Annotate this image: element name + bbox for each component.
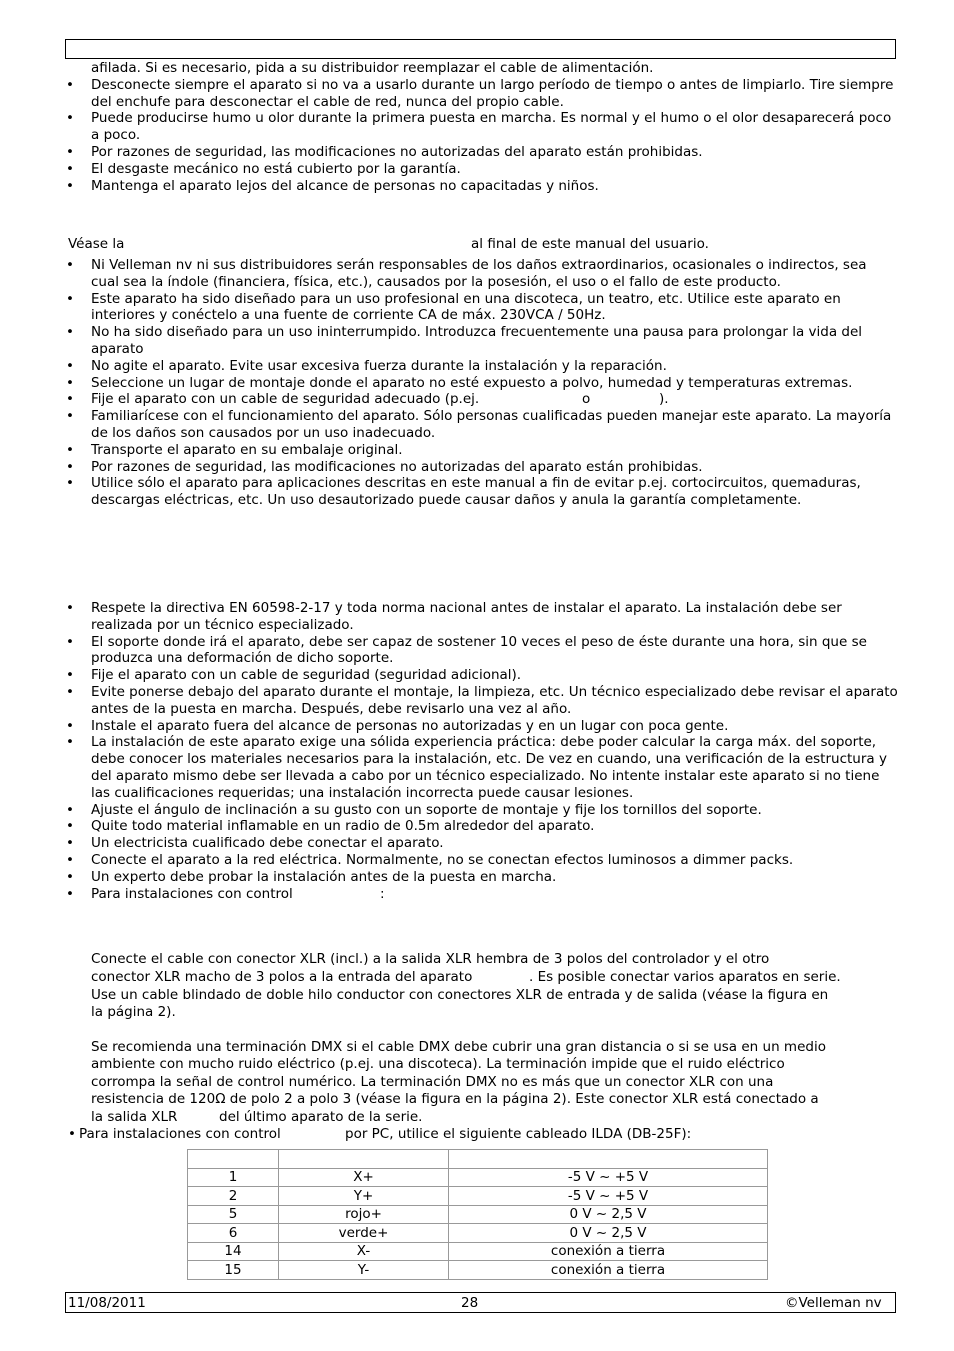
list-item: • Un experto debe probar la instalación antes de la puesta en marcha. (0, 869, 954, 886)
footer-date: 11/08/2011 (68, 1295, 146, 1311)
footer-page-number: 28 (461, 1295, 479, 1311)
list-item: • Instale el aparato fuera del alcance de personas no autorizadas y en un lugar con poca gente. (0, 718, 954, 735)
termination-paragraph-line: ambiente con mucho ruido eléctrico (p.ej. una discoteca). La terminación impide que el ruido eléctrico (91, 1056, 785, 1072)
list-item: • Un electricista cualificado debe conectar el aparato. (0, 835, 954, 852)
list-item: • Desconecte siempre el aparato si no va a usarlo durante un largo período de tiempo o antes de limpiarlo. Tire siempre del enchufe para desconectar el cable de red, nunca del propio cable. (0, 77, 954, 111)
table-row (188, 1242, 768, 1261)
table-cell: 0 V ~ 2,5 V (449, 1224, 768, 1243)
list-continuation: afilada. Si es necesario, pida a su distribuidor reemplazar el cable de alimentación. (91, 60, 654, 76)
see-line-prefix: Véase la (68, 236, 125, 252)
table-cell: verde+ (279, 1224, 449, 1243)
table-cell: 5 (188, 1205, 279, 1224)
list-item: • No agite el aparato. Evite usar excesiva fuerza durante la instalación y la reparación. (0, 358, 954, 375)
list-item-control: • Para instalaciones con control : (0, 886, 954, 903)
termination-paragraph-line: Se recomienda una terminación DMX si el cable DMX debe cubrir una gran distancia o si se usa en un medio (91, 1039, 826, 1055)
list-item: • El soporte donde irá el aparato, debe ser capaz de sostener 10 veces el peso de éste durante una hora, sin que se produzca una deformación de dicho soporte. (0, 634, 954, 668)
table-row (188, 1261, 768, 1280)
installation-list (0, 600, 954, 902)
footer-brand: ©Velleman nv (785, 1295, 882, 1311)
header-box (65, 39, 896, 59)
list-item: • Ajuste el ángulo de inclinación a su gusto con un soporte de montaje y fije los tornillos del soporte. (0, 802, 954, 819)
list-item: • El desgaste mecánico no está cubierto por la garantía. (0, 161, 954, 178)
see-line-suffix: al final de este manual del usuario. (471, 236, 709, 252)
table-cell: 0 V ~ 2,5 V (449, 1205, 768, 1224)
termination-paragraph-line: del último aparato de la serie. (219, 1109, 423, 1125)
table-cell: -5 V ~ +5 V (449, 1187, 768, 1206)
table-header-cell (449, 1150, 768, 1169)
list-item: • Utilice sólo el aparato para aplicaciones descritas en este manual a fin de evitar p.ej. cortocircuitos, quemaduras, descargas eléctricas, etc. Un uso desautorizado puede causar daños y anula la garantía completamente. (0, 475, 954, 509)
table-cell: rojo+ (279, 1205, 449, 1224)
termination-paragraph-line: resistencia de 120Ω de polo 2 a polo 3 (véase la figura en la página 2). Este conector XLR está conectado a (91, 1091, 819, 1107)
table-header-cell (279, 1150, 449, 1169)
table-cell: 15 (188, 1261, 279, 1280)
dmx-paragraph-line: la página 2). (91, 1004, 176, 1020)
table-cell: conexión a tierra (449, 1261, 768, 1280)
table-cell: Y+ (279, 1187, 449, 1206)
table-row (188, 1205, 768, 1224)
table-header-cell (188, 1150, 279, 1169)
list-item: • La instalación de este aparato exige una sólida experiencia práctica: debe poder calcular la carga máx. del soporte, debe conocer los materiales necesarios para la instalación, etc. De vez en cuando, una verificación de la estructura y del aparato mismo debe ser llevada a cabo por un técnico especializado. No intente instalar este aparato si no tiene las cualificaciones requeridas; una instalación incorrecta puede causar lesiones. (0, 734, 954, 801)
termination-paragraph-line: corrompa la señal de control numérico. La terminación DMX no es más que un conector XLR con una (91, 1074, 774, 1090)
list-item: • Seleccione un lugar de montaje donde el aparato no esté expuesto a polvo, humedad y temperaturas extremas. (0, 375, 954, 392)
table-cell: -5 V ~ +5 V (449, 1168, 768, 1187)
table-row (188, 1224, 768, 1243)
termination-paragraph-line: la salida XLR (91, 1109, 178, 1125)
list-item: • Por razones de seguridad, las modificaciones no autorizadas del aparato están prohibidas. (0, 459, 954, 476)
list-item: • Fije el aparato con un cable de seguridad (seguridad adicional). (0, 667, 954, 684)
list-item: • Mantenga el aparato lejos del alcance de personas no capacitadas y niños. (0, 178, 954, 195)
table-cell: 2 (188, 1187, 279, 1206)
dmx-paragraph-line: Conecte el cable con conector XLR (incl.) a la salida XLR hembra de 3 polos del controlador y el otro (91, 951, 770, 967)
table-cell: 14 (188, 1242, 279, 1261)
ilda-wiring-table (187, 1149, 768, 1280)
top-list (0, 60, 954, 194)
table-cell: 1 (188, 1168, 279, 1187)
table-cell: Y- (279, 1261, 449, 1280)
dmx-paragraph-line: Use un cable blindado de doble hilo conductor con conectores XLR de entrada y de salida (véase la figura en (91, 987, 829, 1003)
table-cell: 6 (188, 1224, 279, 1243)
table-row (188, 1187, 768, 1206)
table-header-row (188, 1150, 768, 1169)
list-item: • Conecte el aparato a la red eléctrica. Normalmente, no se conectan efectos luminosos a dimmer packs. (0, 852, 954, 869)
table-cell: X- (279, 1242, 449, 1261)
pc-item-prefix: Para instalaciones con control (79, 1126, 281, 1142)
list-item: • Familiarícese con el funcionamiento del aparato. Sólo personas cualificadas pueden manejar este aparato. La mayoría de los daños son causados por un uso inadecuado. (0, 408, 954, 442)
list-item: • Respete la directiva EN 60598-2-17 y toda norma nacional antes de instalar el aparato. La instalación debe ser realizada por un técnico especializado. (0, 600, 954, 634)
list-item: • No ha sido diseñado para un uso ininterrumpido. Introduzca frecuentemente una pausa para prolongar la vida del aparato (0, 324, 954, 358)
dmx-paragraph-line: . Es posible conectar varios aparatos en serie. (529, 969, 841, 985)
list-item: • Transporte el aparato en su embalaje original. (0, 442, 954, 459)
list-item: • Quite todo material inflamable en un radio de 0.5m alrededor del aparato. (0, 818, 954, 835)
list-item: • Evite ponerse debajo del aparato durante el montaje, la limpieza, etc. Un técnico especializado debe revisar el aparato antes de la puesta en marcha. Después, debe revisarlo una vez al año. (0, 684, 954, 718)
list-item: • Por razones de seguridad, las modificaciones no autorizadas del aparato están prohibidas. (0, 144, 954, 161)
pc-item-suffix: por PC, utilice el siguiente cableado ILDA (DB-25F): (345, 1126, 692, 1142)
list-item: • Este aparato ha sido diseñado para un uso profesional en una discoteca, un teatro, etc. Utilice este aparato en interiores y conéctelo a una fuente de corriente CA de máx. 230VCA / 50Hz. (0, 291, 954, 325)
footer-box (65, 1292, 896, 1313)
table-row (188, 1168, 768, 1187)
list-item-safety-cable: • Fije el aparato con un cable de seguridad adecuado (p.ej. o ). (0, 391, 954, 408)
general-guidelines-list (0, 257, 954, 509)
dmx-paragraph-line: conector XLR macho de 3 polos a la entrada del aparato (91, 969, 473, 985)
table-cell: conexión a tierra (449, 1242, 768, 1261)
list-item: • Ni Velleman nv ni sus distribuidores serán responsables de los daños extraordinarios, ocasionales o indirectos, sea cual sea la índole (financiera, física, etc.), causados por la posesión, el uso o el fallo de este producto. (0, 257, 954, 291)
pc-bullet: • (68, 1126, 76, 1142)
table-cell: X+ (279, 1168, 449, 1187)
list-item: • Puede producirse humo u olor durante la primera puesta en marcha. Es normal y el humo o el olor desaparecerá poco a poco. (0, 110, 954, 144)
